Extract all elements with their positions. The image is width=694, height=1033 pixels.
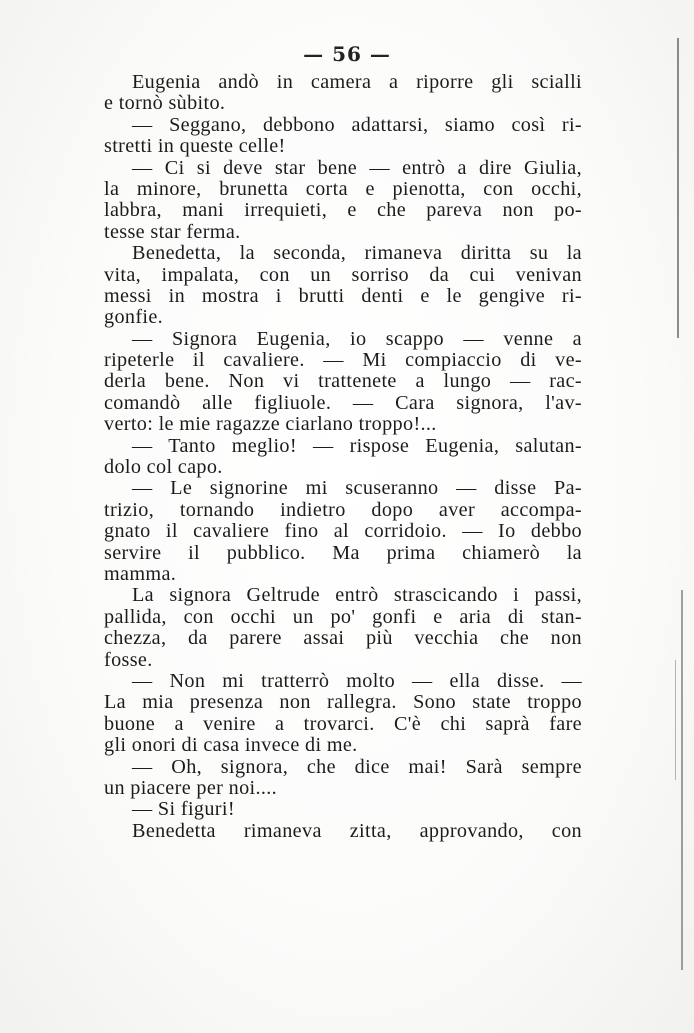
text-line: Benedetta rimaneva zitta, approvando, con [132, 819, 582, 842]
text-line: labbra, mani irrequieti, e che pareva non po- [104, 199, 582, 222]
page-number: — 56 — [303, 42, 391, 66]
page-edge-shadow [681, 590, 683, 970]
text-line: stretti in queste celle! [104, 135, 286, 158]
page-edge-shadow [675, 660, 676, 780]
text-line: dolo col capo. [104, 456, 223, 479]
text-line: La mia presenza non rallegra. Sono state troppo [104, 691, 582, 714]
text-line: — Ci si deve star bene — entrò a dire Giulia, [132, 156, 582, 179]
text-line: chezza, da parere assai più vecchia che non [104, 627, 582, 650]
text-line: e tornò sùbito. [104, 92, 226, 115]
text-line: verto: le mie ragazze ciarlano troppo!... [104, 413, 437, 436]
text-line: — Signora Eugenia, io scappo — venne a [132, 327, 582, 350]
text-line: comandò alle figliuole. — Cara signora, l'av- [104, 391, 582, 414]
text-line: — Seggano, debbono adattarsi, siamo così ri- [132, 113, 582, 136]
text-line: gonfie. [104, 306, 164, 329]
text-line: un piacere per noi.... [104, 776, 278, 799]
text-line: gnato il cavaliere fino al corridoio. — Io debbo [104, 520, 582, 543]
page-edge-shadow [677, 38, 679, 338]
text-line: Eugenia andò in camera a riporre gli scialli [132, 71, 582, 93]
text-line: mamma. [104, 562, 177, 585]
text-line: La signora Geltrude entrò strascicando i passi, [132, 584, 582, 607]
text-line: la minore, brunetta corta e pienotta, con occhi, [104, 177, 582, 200]
text-line: — Non mi tratterrò molto — ella disse. — [132, 669, 582, 692]
text-line: buone a venire a trovarci. C'è chi saprà fare [104, 712, 582, 735]
text-line: — Si figuri! [132, 798, 235, 821]
text-line: fosse. [104, 648, 153, 671]
text-line: — Tanto meglio! — rispose Eugenia, salutan- [132, 434, 582, 457]
text-line: derla bene. Non vi trattenete a lungo — rac- [104, 370, 582, 393]
text-line: ripeterle il cavaliere. — Mi compiaccio di ve- [104, 349, 582, 372]
text-line: gli onori di casa invece di me. [104, 734, 358, 757]
text-line: pallida, con occhi un po' gonfi e aria di stan- [104, 605, 582, 628]
text-line: — Oh, signora, che dice mai! Sarà sempre [132, 755, 582, 778]
text-line: vita, impalata, con un sorriso da cui venivan [104, 263, 582, 286]
body-text [104, 72, 582, 842]
text-line: — Le signorine mi scuseranno — disse Pa- [132, 477, 582, 500]
text-line: servire il pubblico. Ma prima chiamerò la [104, 541, 582, 564]
text-line: messi in mostra i brutti denti e le gengive ri- [104, 284, 582, 307]
text-line: Benedetta, la seconda, rimaneva diritta su la [132, 242, 582, 265]
text-line: trizio, tornando indietro dopo aver accompa- [104, 498, 582, 521]
text-line: tesse star ferma. [104, 220, 241, 243]
